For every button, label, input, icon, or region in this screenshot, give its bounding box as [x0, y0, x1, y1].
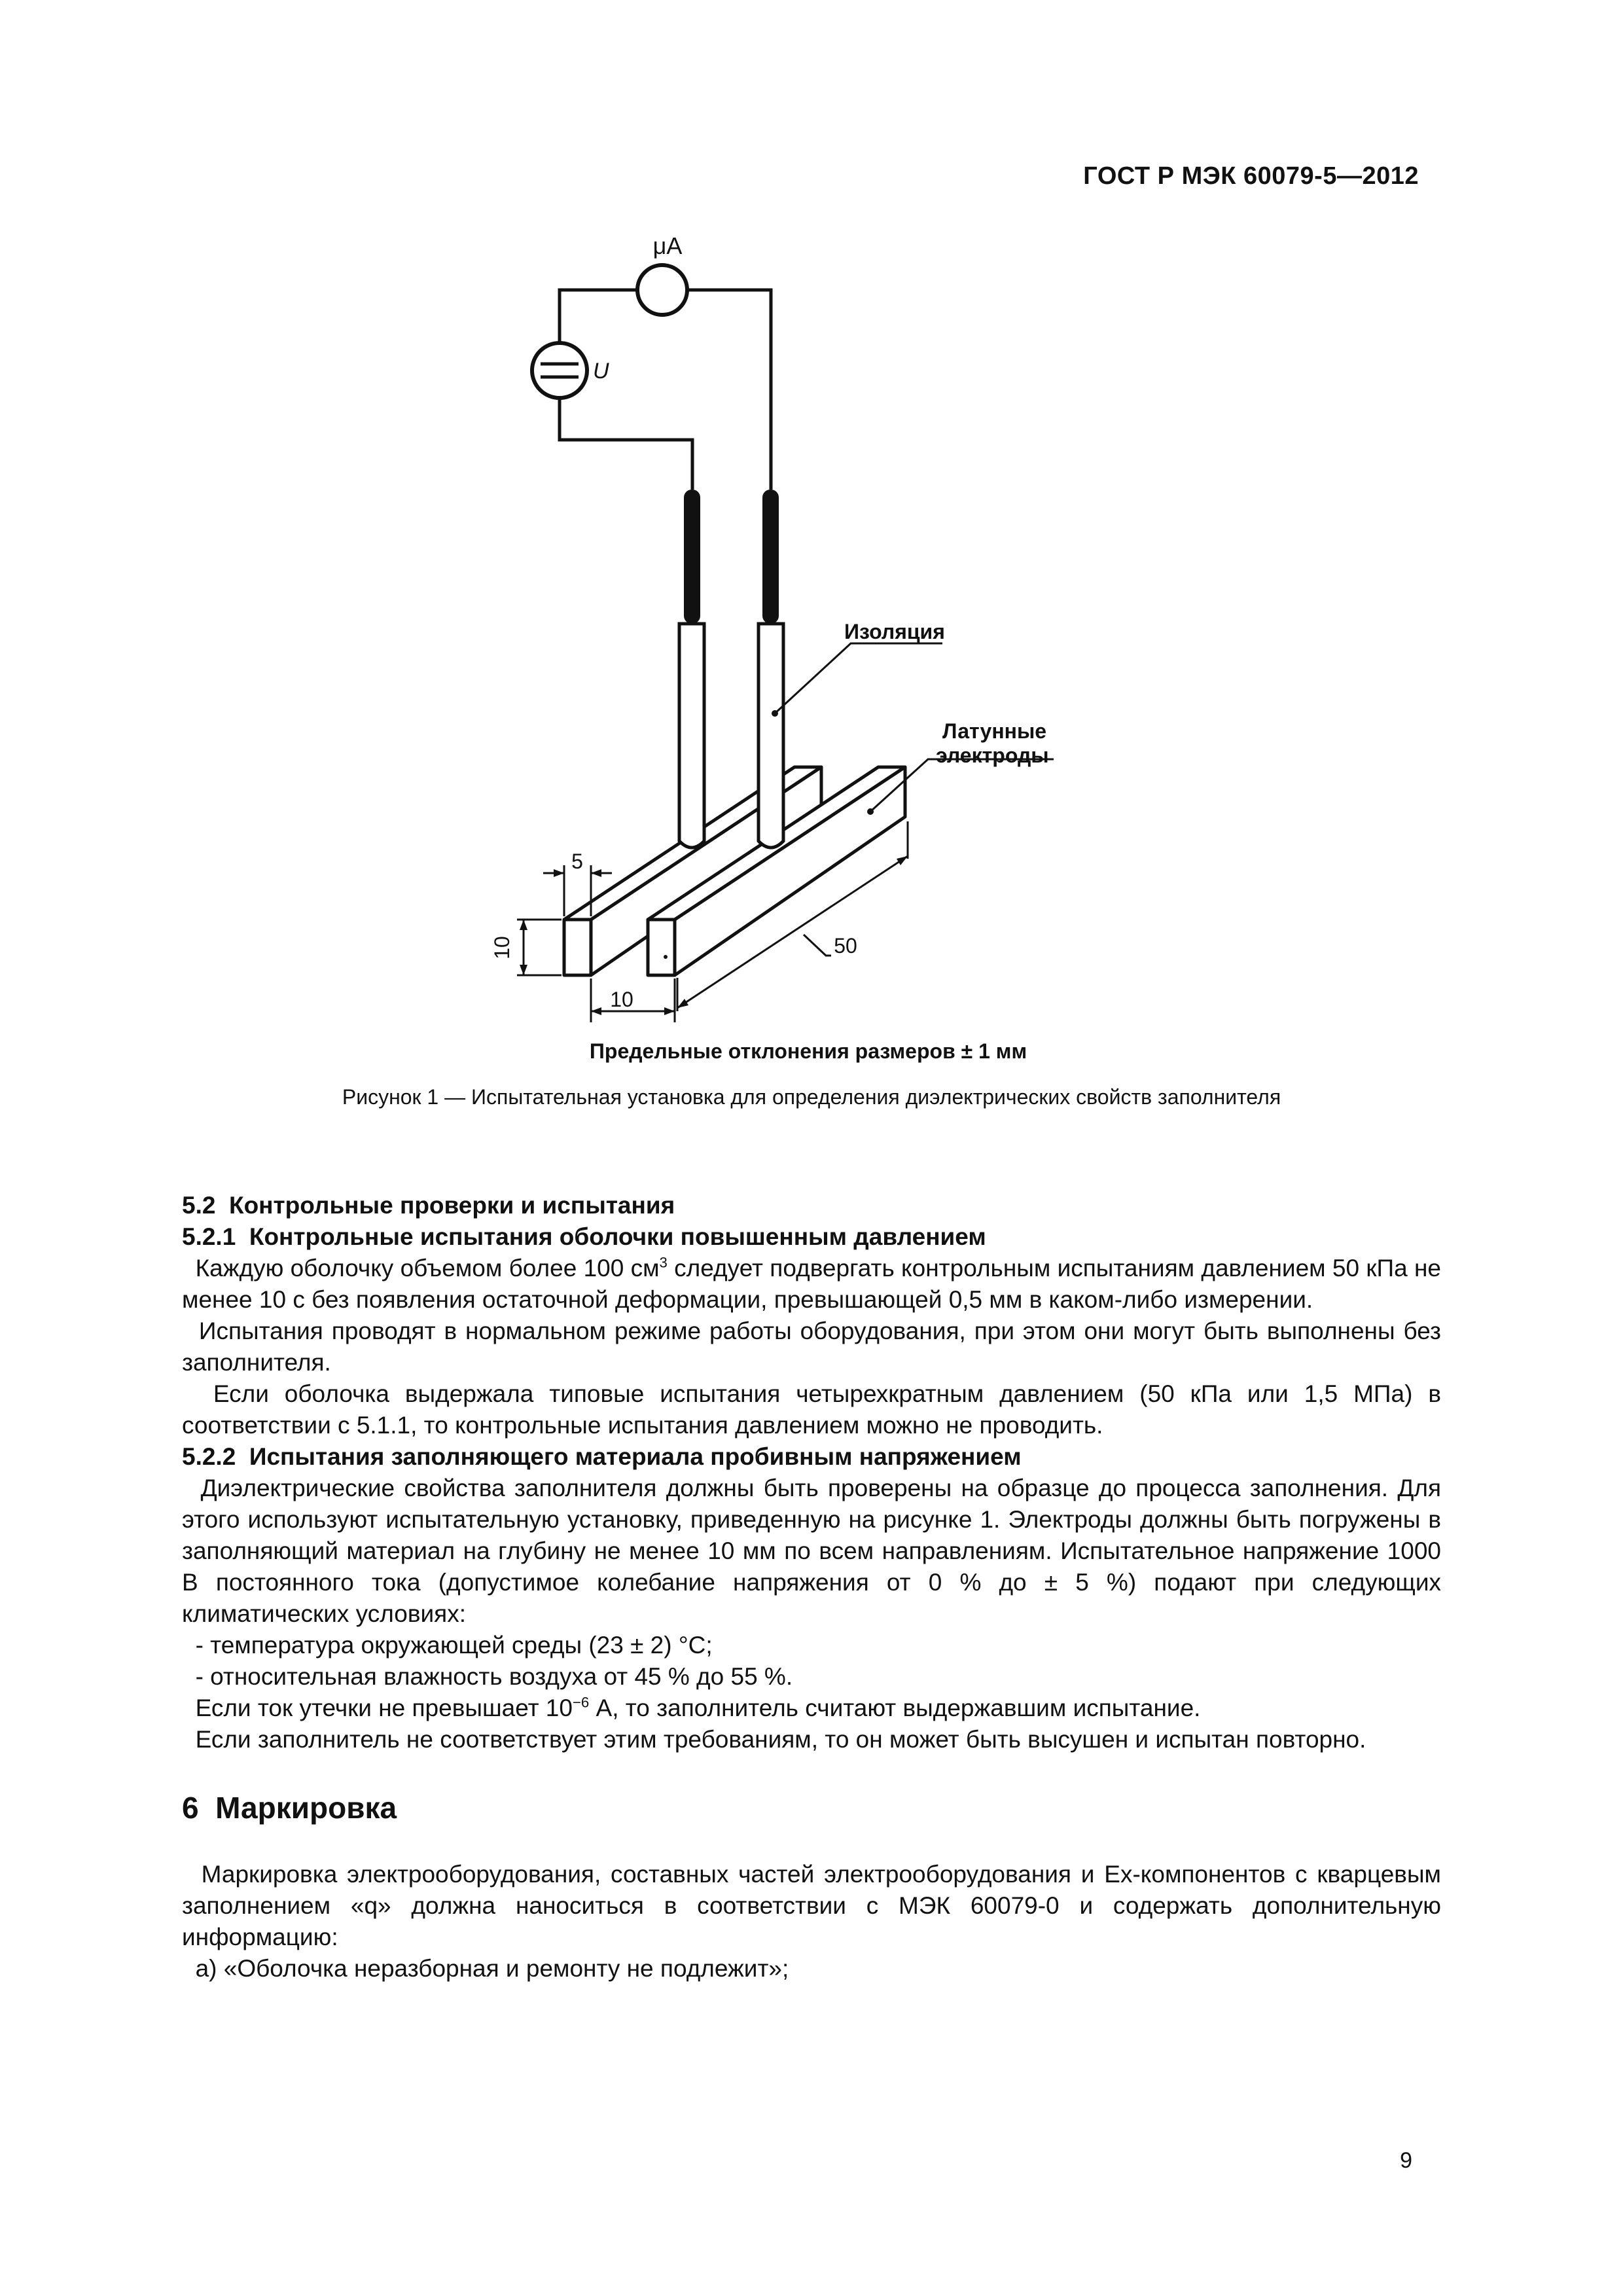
paragraph: Испытания проводят в нормальном режиме работы оборудования, при этом они могут быть выполнены без заполнителя.: [182, 1318, 1442, 1376]
dimension-height-label: 10: [490, 936, 514, 960]
probe-right: [758, 624, 783, 848]
wire-insulated-right: [762, 490, 779, 624]
page-number: 9: [1400, 2148, 1412, 2173]
ammeter-symbol: [637, 265, 687, 315]
section-title: Контрольные проверки и испытания: [229, 1192, 675, 1219]
section-5-2-1-heading: [182, 1221, 1441, 1253]
test-setup-figure: [0, 0, 1623, 1073]
circuit-wires: [560, 290, 771, 490]
section-number: 5.2.2: [182, 1443, 236, 1470]
list-item: - относительная влажность воздуха от 45 % до 55 %.: [195, 1663, 793, 1690]
section-title: Контрольные испытания оболочки повышенным давлением: [249, 1223, 986, 1250]
tolerance-note: Предельные отклонения размеров ± 1 мм: [589, 1039, 1027, 1063]
dimension-gap-label: 10: [610, 988, 633, 1011]
section-title: Маркировка: [215, 1791, 397, 1825]
ammeter-label: μA: [652, 232, 683, 259]
document-body: [182, 1190, 1441, 1984]
paragraph: Маркировка электрооборудования, составных частей электрооборудования и Ex-компонентов с кварцевым заполнением «q» должна наноситься в соответствии с МЭК 60079-0 и содержать дополнительную информацию:: [182, 1861, 1441, 1950]
dimension-height: [517, 920, 562, 975]
paragraph: Каждую оболочку объемом более 100 $см^3$ следует подвергать контрольным испытаниям давлением 50 кПа не менее 10 с без появления остаточной деформации, превышающей 0,5 мм в каком-либо измерении.: [182, 1254, 1442, 1313]
section-5-2-heading: [182, 1190, 1441, 1221]
section-number: 5.2.1: [182, 1223, 236, 1250]
paragraph: Если заполнитель не соответствует этим требованиям, то он может быть высушен и испытан повторно.: [195, 1726, 1366, 1753]
section-5-2-2-heading: [182, 1441, 1441, 1473]
list-item: а) «Оболочка неразборная и ремонту не подлежит»;: [195, 1955, 789, 1982]
figure-caption: Рисунок 1 — Испытательная установка для определения диэлектрических свойств заполнителя: [342, 1085, 1281, 1109]
electrodes-label-line2: электроды: [936, 744, 1049, 767]
dimension-width-label: 5: [571, 850, 583, 873]
document-header-standard: ГОСТ Р МЭК 60079-5—2012: [1083, 162, 1419, 190]
voltage-source-symbol: [532, 343, 587, 398]
electrodes-label-line1: Латунные: [942, 719, 1047, 743]
dimension-length-label: 50: [834, 934, 857, 958]
voltage-label: U: [593, 359, 609, 384]
section-6-heading: [182, 1789, 1441, 1826]
section-title: Испытания заполняющего материала пробивным напряжением: [249, 1443, 1022, 1470]
paragraph: Если оболочка выдержала типовые испытания четырехкратным давлением (50 кПа или 1,5 МПа) в соответствии с 5.1.1, то контрольные испытания давлением можно не проводить.: [182, 1380, 1442, 1439]
paragraph: Диэлектрические свойства заполнителя должны быть проверены на образце до процесса заполнения. Для этого используют испытательную установку, приведенную на рисунке 1. Электроды должны быть погружены в заполняющий материал на глубину не менее 10 мм по всем направлениям. Испытательное напряжение 1000 В постоянного тока (допустимое колебание напряжения от 0 % до ± 5 %) подают при следующих климатических условиях:: [182, 1475, 1442, 1627]
probe-left: [679, 624, 704, 848]
paragraph: Если ток утечки не превышает $10^{-6}$ А, то заполнитель считают выдержавшим испытание.: [195, 1694, 1201, 1721]
section-number: 5.2: [182, 1192, 216, 1219]
section-number: 6: [182, 1791, 199, 1825]
wire-insulated-left: [684, 490, 700, 624]
list-item: - температура окружающей среды (23 ± 2) °С;: [195, 1632, 713, 1659]
insulation-label: Изоляция: [844, 620, 945, 643]
